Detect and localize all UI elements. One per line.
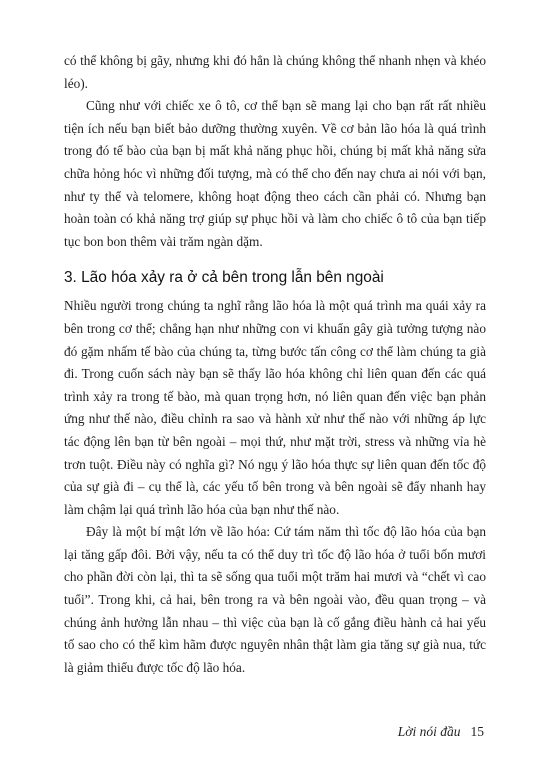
paragraph-aging-secret: Đây là một bí mật lớn về lão hóa: Cứ tám năm thì tốc độ lão hóa của bạn lại tăng gấp đôi. Bởi vậy, nếu ta có thể duy trì tốc độ lão hóa ở tuổi bốn mươi cho phần đời còn lại, thì ta sẽ sống qua tuổi một trăm hai mươi và “chết vì cao tuổi”. Trong khi, cả hai, bên trong ra và bên ngoài vào, đều quan trọng – và chúng ảnh hưởng lẫn nhau – thì việc của bạn là cố gắng điều hành cả hai yếu tố sao cho có thể kìm hãm được nguyên nhân thật làm gia tăng sự già nua, tức là giảm thiểu được tốc độ lão hóa. — [64, 524, 486, 675]
running-footer-label: Lời nói đầu — [397, 724, 461, 739]
page-footer — [398, 723, 484, 741]
paragraph-continuation: có thể không bị gãy, nhưng khi đó hẳn là chúng không thể nhanh nhẹn và khéo léo). — [64, 53, 486, 91]
paragraph-inside-outside: Nhiều người trong chúng ta nghĩ rằng lão hóa là một quá trình ma quái xảy ra bên trong cơ thể; chẳng hạn như những con vi khuẩn gây già tưởng tượng nào đó gặm nhấm tế bào của chúng ta, từng bước tấn công cơ thể làm chúng ta già đi. Trong cuốn sách này bạn sẽ thấy lão hóa không chỉ liên quan đến các quá trình xảy ra trong tế bào, mà quan trọng hơn, nó liên quan đến việc bạn phản ứng như thế nào, điều chỉnh ra sao và hành xử như thế nào với những áp lực tác động lên bạn từ bên ngoài – mọi thứ, như mặt trời, stress và những vỉa hè trơn tuột. Điều này có nghĩa gì? Nó ngụ ý lão hóa thực sự liên quan đến tốc độ của sự già đi – cụ thể là, các yếu tố bên trong và bên ngoài sẽ đẩy nhanh hay làm chậm lại quá trình lão hóa của bạn như thế nào. — [64, 298, 486, 517]
paragraph-car-analogy: Cũng như với chiếc xe ô tô, cơ thể bạn sẽ mang lại cho bạn rất rất nhiều tiện ích nếu bạn biết bảo dưỡng thường xuyên. Về cơ bản lão hóa là quá trình trong đó tế bào của bạn bị mất khả năng phục hồi, chúng bị mất khả năng sửa chữa hỏng hóc vì những đối tượng, mà có thể cho đến nay chưa ai nói với bạn, như ty thể và telomere, không hoạt động theo cách cần phải có. Nhưng bạn hoàn toàn có khả năng trợ giúp sự phục hồi và làm cho chiếc ô tô của bạn tiếp tục bon bon thêm vài trăm ngàn dặm. — [64, 98, 486, 249]
section-heading: 3. Lão hóa xảy ra ở cả bên trong lẫn bên ngoài — [64, 269, 384, 287]
page-content — [64, 50, 486, 679]
page-number: 15 — [470, 724, 484, 739]
